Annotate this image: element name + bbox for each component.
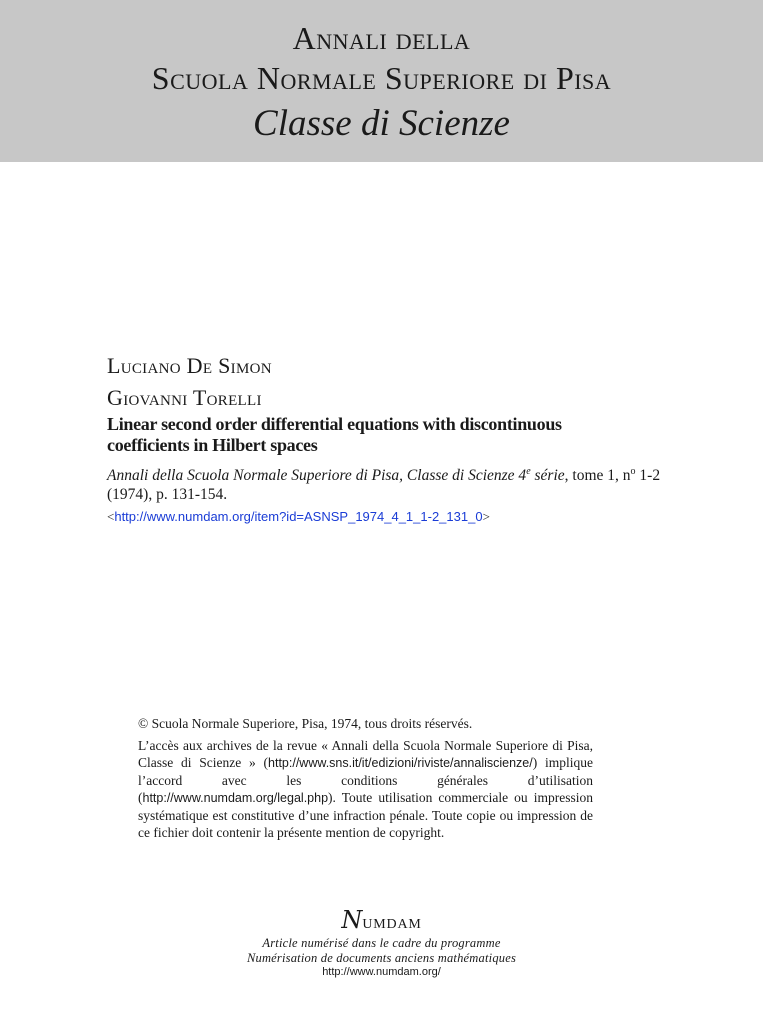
item-link-line xyxy=(107,509,490,525)
numdam-logo-text: umdam xyxy=(362,911,422,933)
author-1: Luciano De Simon xyxy=(107,353,272,378)
citation-journal: Annali della Scuola Normale Superiore di Pisa, Classe di Scienze 4 xyxy=(107,467,527,484)
item-link[interactable]: http://www.numdam.org/item?id=ASNSP_1974_4_1_1-2_131_0 xyxy=(114,509,483,524)
citation-series-sup: e xyxy=(526,465,531,477)
link-open-bracket: < xyxy=(107,509,115,524)
author-2: Giovanni Torelli xyxy=(107,385,262,410)
link-close-bracket: > xyxy=(482,509,490,524)
footer-line-1: Article numérisé dans le cadre du programme xyxy=(262,936,501,950)
citation-number-sup: o xyxy=(630,465,636,477)
legal-text-a: L’accès aux archives de la revue « Annali della Scuola Normale Superiore di Pisa, Classe di Scienze » ( xyxy=(138,738,593,770)
citation xyxy=(107,466,662,504)
numdam-logo-initial: N xyxy=(341,906,363,934)
legal-text-c: ). Toute utilisation commerciale ou impression systématique est constitutive d’une infraction pénale. Toute copie ou impression de ce fichier doit contenir la présente mention de copyright. xyxy=(138,790,593,840)
annali-url[interactable]: http://www.sns.it/it/edizioni/riviste/annaliscienze/ xyxy=(268,756,533,770)
footer-line-2: Numérisation de documents anciens mathématiques xyxy=(246,951,517,965)
citation-tome: , tome 1, n xyxy=(564,467,631,484)
journal-header xyxy=(0,0,763,162)
legal-text-b: ) implique l’accord avec les conditions générales d’utilisation ( xyxy=(138,755,593,805)
citation-series: série xyxy=(530,467,565,484)
article-title: Linear second order differential equations with discontinuous coefficients in Hilbert spaces xyxy=(107,414,562,455)
footer-url[interactable]: http://www.numdam.org/ xyxy=(322,966,441,978)
journal-title-line-2: Scuola Normale Superiore di Pisa xyxy=(151,60,612,96)
legal-notice xyxy=(138,737,593,841)
legal-url[interactable]: http://www.numdam.org/legal.php xyxy=(142,791,329,805)
journal-title-line-1: Annali della xyxy=(292,20,471,56)
citation-pages: 1-2 (1974), p. 131-154. xyxy=(107,467,661,503)
journal-section-title: Classe di Scienze xyxy=(253,103,510,144)
copyright-notice: © Scuola Normale Superiore, Pisa, 1974, tous droits réservés. xyxy=(138,716,473,731)
numdam-logo xyxy=(0,906,763,934)
